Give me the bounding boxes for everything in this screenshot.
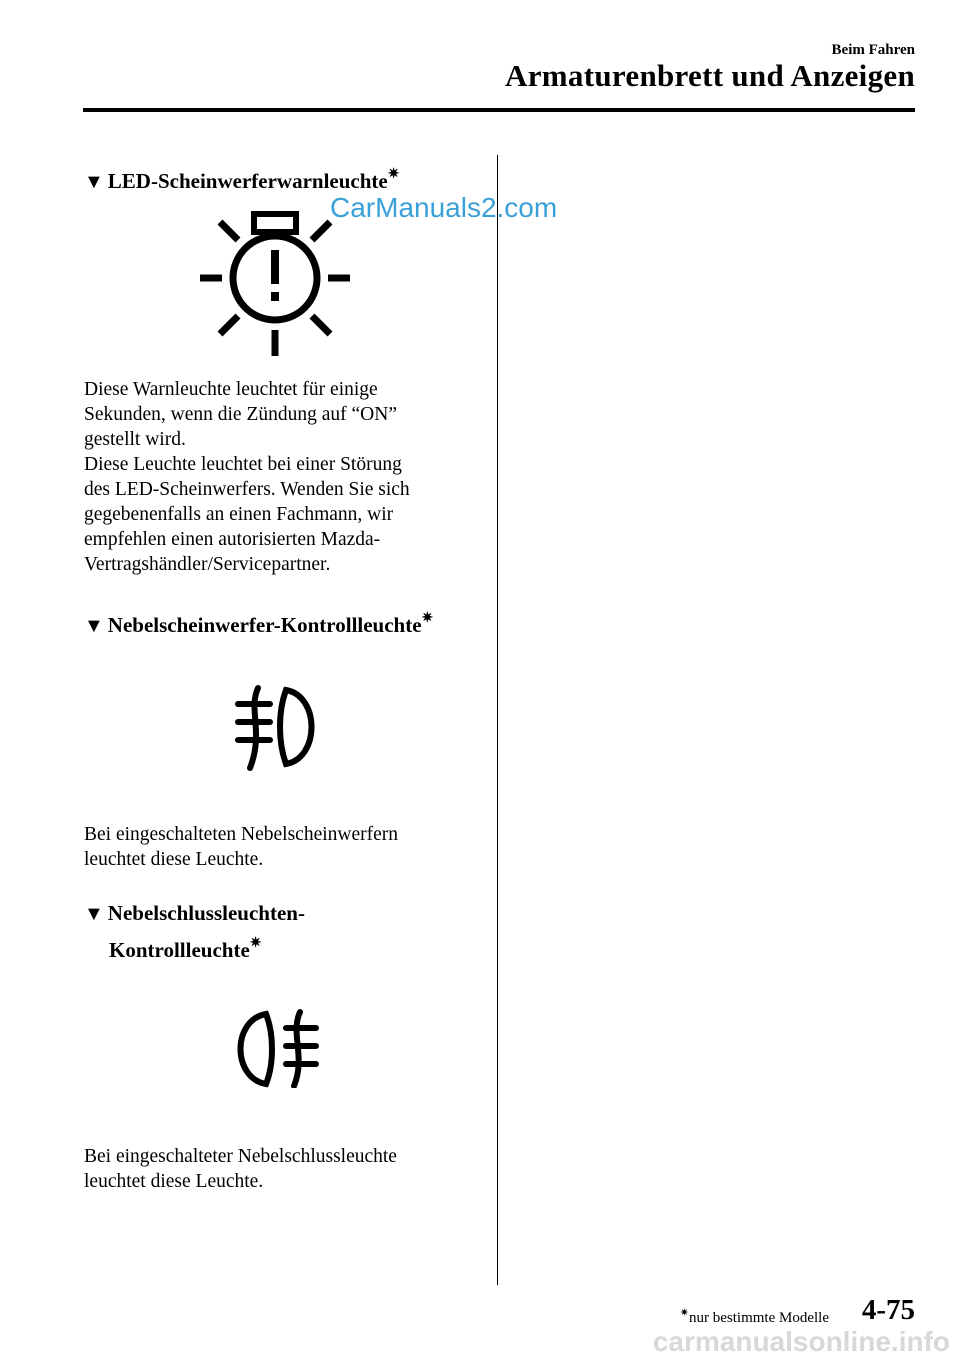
led-headlight-warning-icon: [190, 200, 360, 360]
triangle-marker: ▼: [84, 903, 104, 925]
section-heading-rear-fog: [84, 898, 305, 965]
page-number: 4-75: [861, 1294, 915, 1326]
heading-text: LED-Scheinwerferwarnleuchte: [107, 169, 388, 193]
triangle-marker: ▼: [84, 615, 104, 637]
header-rule: [83, 108, 915, 112]
body-line: Vertragshändler/Servicepartner.: [84, 554, 331, 575]
body-line: Diese Leuchte leuchtet bei einer Störung: [84, 454, 402, 475]
section-heading-front-fog: [84, 604, 433, 641]
front-fog-light-icon: [228, 682, 320, 774]
section-body-front-fog: [84, 822, 484, 872]
star-marker: ✷: [249, 936, 262, 951]
footer-note: [680, 1306, 829, 1327]
body-line: Diese Warnleuchte leuchtet für einige: [84, 379, 378, 400]
body-line: gestellt wird.: [84, 429, 186, 450]
rear-fog-light-icon: [232, 1008, 324, 1088]
star-marker: ✷: [421, 611, 434, 626]
page-title: Armaturenbrett und Anzeigen: [505, 58, 915, 93]
star-marker: ✷: [387, 167, 400, 182]
watermark-top: CarManuals2.com: [330, 192, 558, 223]
body-line: empfehlen einen autorisierten Mazda-: [84, 529, 381, 550]
heading-text: Nebelscheinwerfer-Kontrollleuchte: [107, 613, 422, 637]
heading-text-line1: Nebelschlussleuchten-: [107, 901, 305, 925]
body-line: Bei eingeschalteter Nebelschlussleuchte: [84, 1146, 397, 1167]
section-body-rear-fog: [84, 1144, 484, 1194]
body-line: leuchtet diese Leuchte.: [84, 1171, 264, 1192]
star-marker: ✷: [679, 1307, 690, 1319]
heading-text-line2: Kontrollleuchte: [109, 938, 250, 962]
section-body-led-warning: [84, 377, 484, 577]
watermark-bottom: carmanualsonline.info: [652, 1326, 950, 1357]
body-line: des LED-Scheinwerfers. Wenden Sie sich: [84, 479, 410, 500]
body-line: Bei eingeschalteten Nebelscheinwerfern: [84, 824, 399, 845]
body-line: Sekunden, wenn die Zündung auf “ON”: [84, 404, 397, 425]
column-divider: [497, 155, 498, 1285]
body-line: leuchtet diese Leuchte.: [84, 849, 264, 870]
footer-note-text: nur bestimmte Modelle: [689, 1310, 829, 1326]
triangle-marker: ▼: [84, 171, 104, 193]
body-line: gegebenenfalls an einen Fachmann, wir: [84, 504, 394, 525]
chapter-label: Beim Fahren: [831, 42, 915, 58]
